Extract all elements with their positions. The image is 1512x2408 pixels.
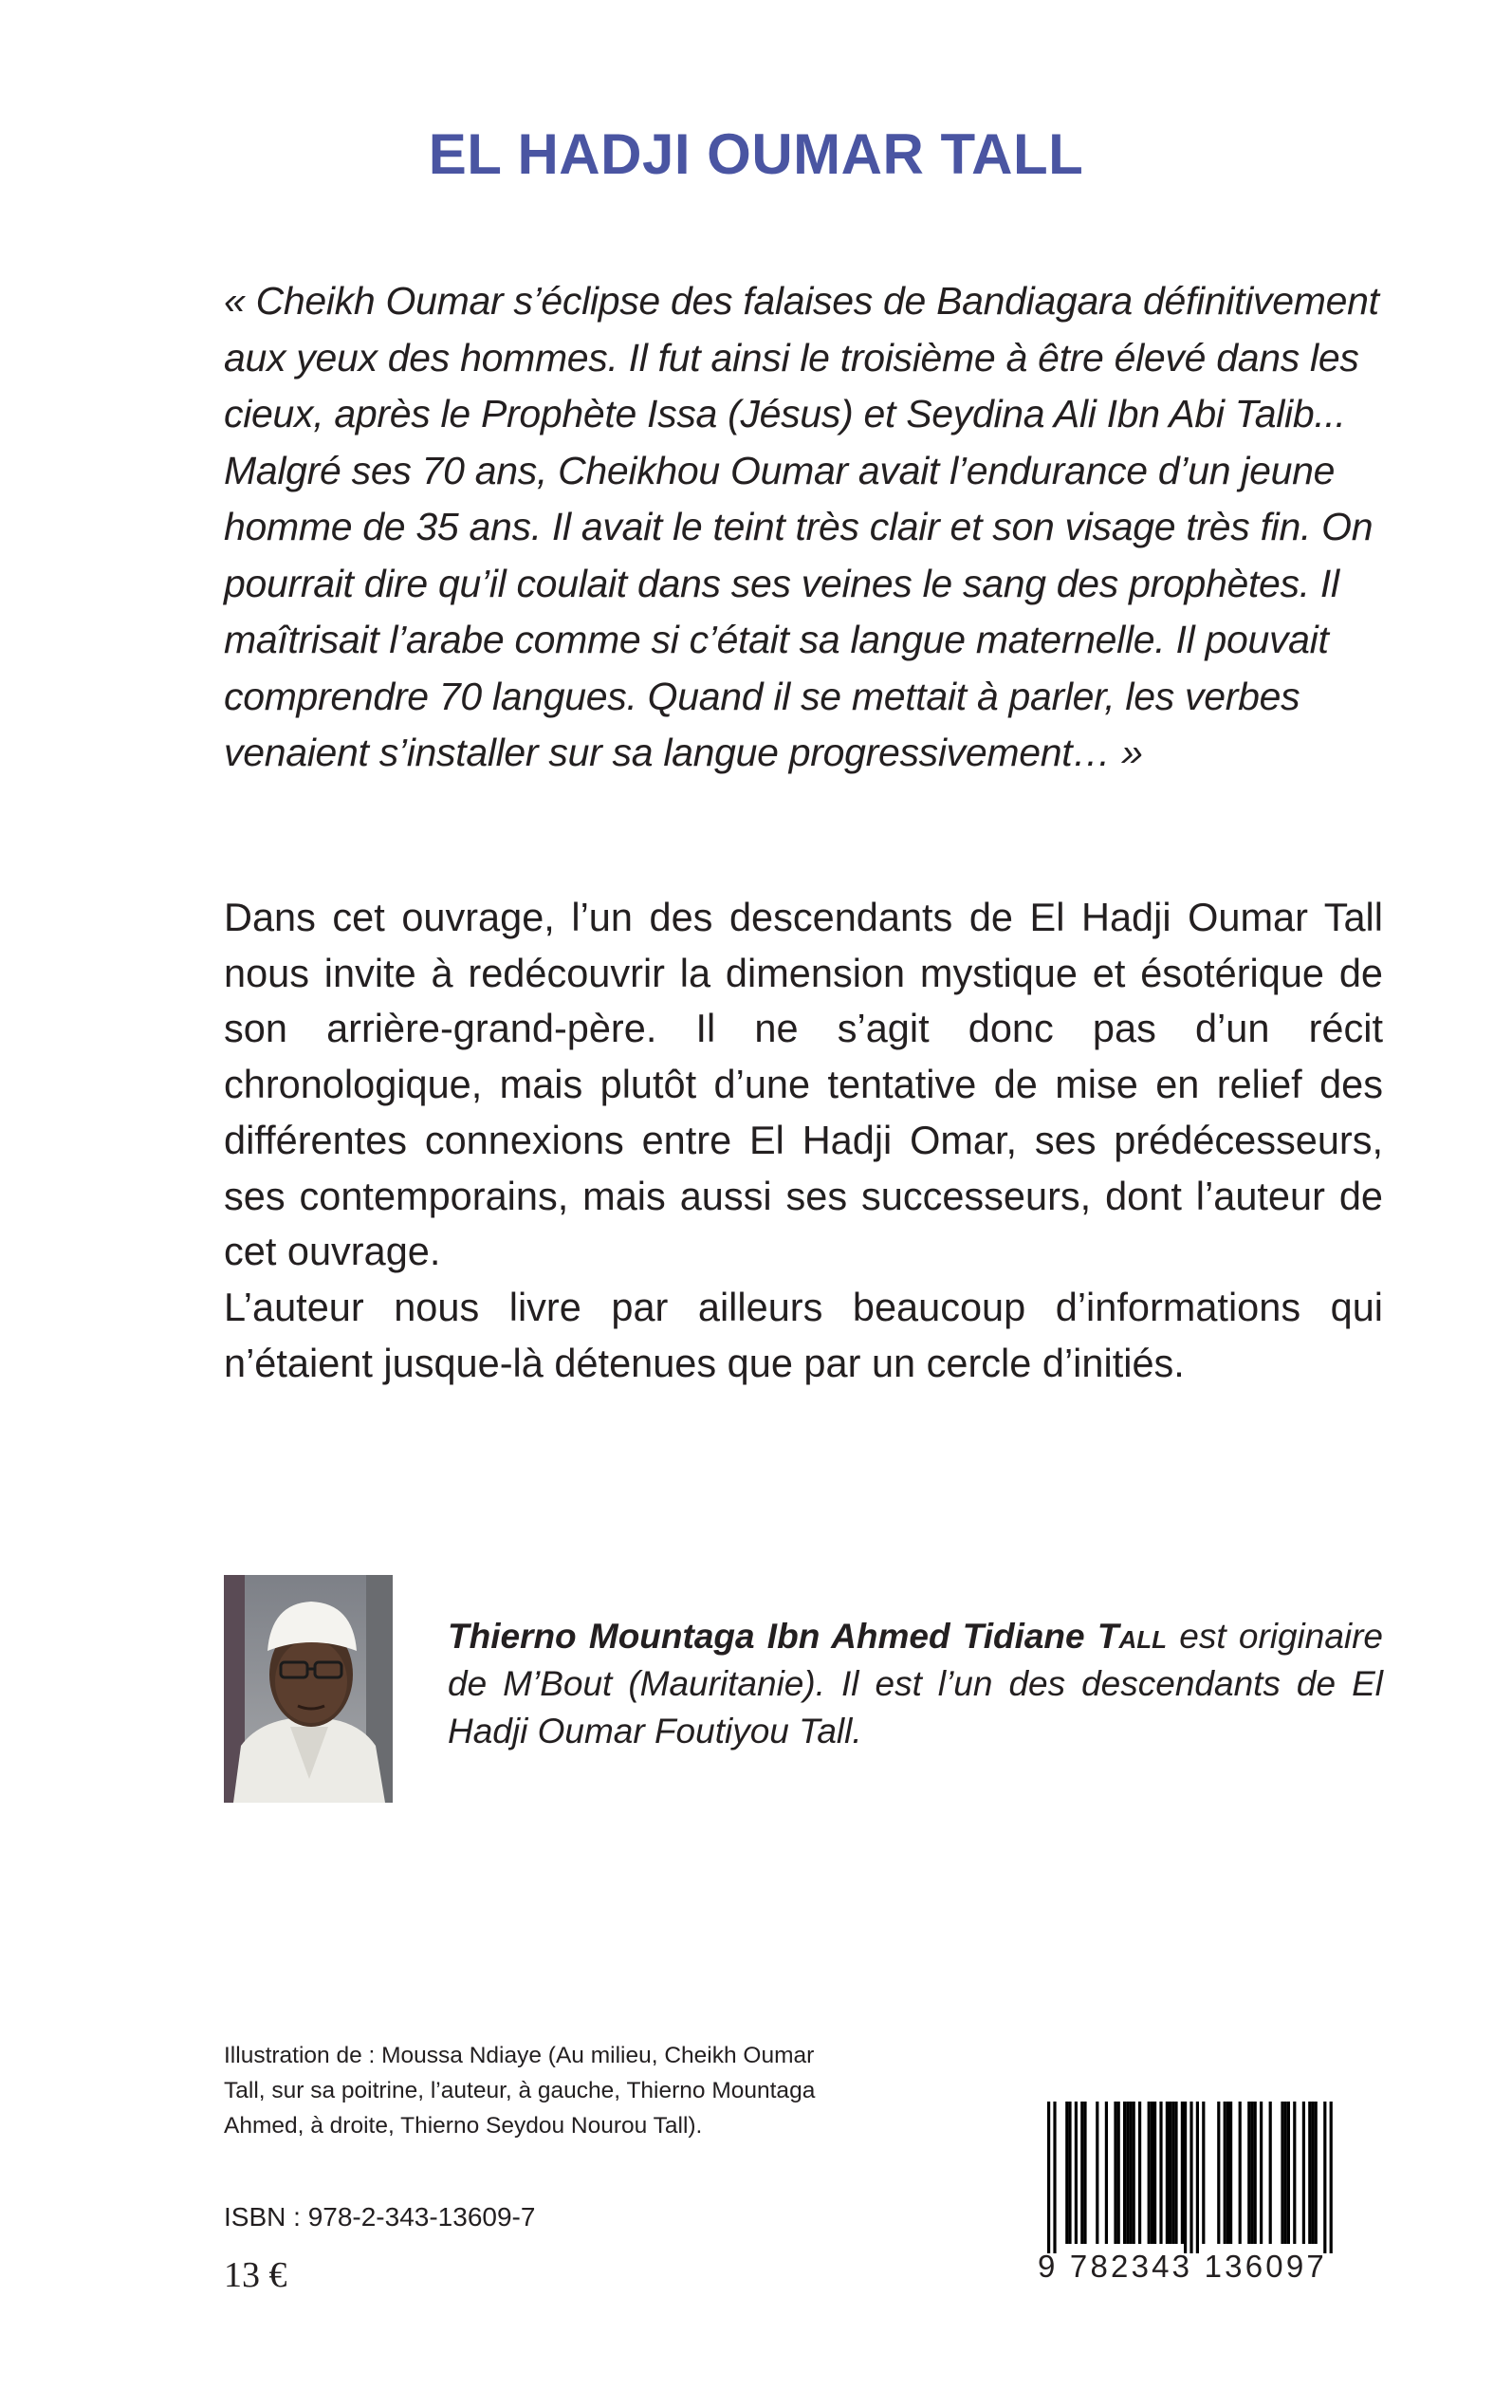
barcode-bar — [1281, 2102, 1283, 2244]
price: 13 € — [224, 2255, 287, 2295]
description-paragraph: Dans cet ouvrage, l’un des descendants de El Hadji Oumar Tall nous invite à redécouvrir la dimension mystique et ésotérique de son arrière-grand-père. Il ne s’agit donc pas d’un récit chronologique, mais plutôt d’une tentative de mise en relief des différentes connexions entre El Hadji Omar, ses prédécesseurs, ses contemporains, mais aussi ses successeurs, dont l’auteur de cet ouvrage. — [224, 895, 1383, 1274]
barcode-bar — [1174, 2102, 1177, 2244]
barcode-bar — [1323, 2102, 1326, 2253]
barcode-bar — [1153, 2102, 1156, 2244]
barcode-bar — [1133, 2102, 1135, 2244]
barcode-number: 9 782343 136097 — [1038, 2249, 1327, 2284]
barcode-bar — [1159, 2102, 1162, 2244]
barcode-bar — [1229, 2102, 1232, 2244]
barcode-bar — [1184, 2102, 1187, 2253]
barcode-bar — [1181, 2102, 1184, 2244]
barcode-bar — [1287, 2102, 1290, 2244]
barcode-bar — [1126, 2102, 1129, 2244]
barcode-bar — [1105, 2102, 1108, 2244]
book-description — [224, 890, 1383, 1391]
barcode-bar — [1129, 2102, 1132, 2244]
barcode-bar — [1080, 2102, 1083, 2244]
barcode-bar — [1096, 2102, 1098, 2244]
barcode-bar — [1247, 2102, 1250, 2244]
barcode-bar — [1053, 2102, 1056, 2253]
isbn: ISBN : 978-2-343-13609-7 — [224, 2202, 536, 2232]
barcode-bar — [1171, 2102, 1174, 2244]
barcode-bar — [1047, 2102, 1050, 2253]
barcode-bar — [1075, 2102, 1078, 2244]
barcode-bar — [1330, 2102, 1333, 2253]
barcode-bar — [1226, 2102, 1229, 2244]
description-paragraph: L’auteur nous livre par ailleurs beaucoup d’informations qui n’étaient jusque-là détenues que par un cercle d’initiés. — [224, 1284, 1383, 1385]
barcode-bar — [1217, 2102, 1220, 2244]
barcode-bar — [1308, 2102, 1311, 2244]
barcode-bar — [1083, 2102, 1086, 2244]
barcode-bar — [1269, 2102, 1272, 2244]
author-surname: Tall — [1097, 1617, 1168, 1656]
author-photo — [224, 1575, 393, 1803]
barcode-bar — [1169, 2102, 1171, 2244]
barcode-bars — [1038, 2102, 1356, 2253]
barcode-bar — [1239, 2102, 1242, 2244]
author-portrait-image — [224, 1575, 393, 1803]
author-name: Thierno Mountaga Ibn Ahmed Tidiane — [448, 1617, 1085, 1656]
author-bio-text: est originaire de M’Bout (Mauritanie). Il est l’un des descendants de El Hadji Oumar Foutiyou Tall. — [448, 1617, 1384, 1750]
barcode-bar — [1123, 2102, 1126, 2244]
barcode-bar — [1202, 2102, 1205, 2244]
barcode-bar — [1260, 2102, 1263, 2244]
barcode-bar — [1311, 2102, 1314, 2244]
barcode-bar — [1151, 2102, 1153, 2244]
barcode-bar — [1254, 2102, 1257, 2244]
barcode-bar — [1302, 2102, 1305, 2244]
barcode-bar — [1117, 2102, 1120, 2244]
book-title: EL HADJI OUMAR TALL — [428, 122, 1084, 186]
barcode-bar — [1250, 2102, 1253, 2244]
barcode-bar — [1068, 2102, 1071, 2244]
back-cover-quote: « Cheikh Oumar s’éclipse des falaises de Bandiagara définitivement aux yeux des hommes. Il fut ainsi le troisième à être élevé dans les cieux, après le Prophète Issa (Jésus) et Seydina Ali Ibn Abi Talib... Malgré ses 70 ans, Cheikhou Oumar avait l’endurance d’un jeune homme de 35 ans. Il avait le teint très clair et son visage très fin. On pourrait dire qu’il coulait dans ses veines le sang des prophètes. Il maîtrisait l’arabe comme si c’était sa langue maternelle. Il pouvait comprendre 70 langues. Quand il se mettait à parler, les verbes venaient s’installer sur sa langue progressivement… » — [224, 279, 1379, 774]
barcode-bar — [1138, 2102, 1141, 2244]
illustration-credit: Illustration de : Moussa Ndiaye (Au milieu, Cheikh Oumar Tall, sur sa poitrine, l’auteur, à gauche, Thierno Mountaga Ahmed, à droite, Thierno Seydou Nourou Tall). — [224, 2043, 816, 2139]
barcode-bar — [1293, 2102, 1296, 2244]
barcode-bar — [1189, 2102, 1192, 2253]
barcode-bar — [1166, 2102, 1169, 2244]
barcode-bar — [1065, 2102, 1068, 2244]
author-bio — [448, 1613, 1383, 1755]
barcode-bar — [1315, 2102, 1318, 2244]
barcode-bar — [1284, 2102, 1287, 2244]
barcode-bar — [1114, 2102, 1116, 2244]
barcode-bar — [1224, 2102, 1226, 2244]
barcode-bar — [1196, 2102, 1199, 2253]
barcode-bar — [1148, 2102, 1151, 2244]
